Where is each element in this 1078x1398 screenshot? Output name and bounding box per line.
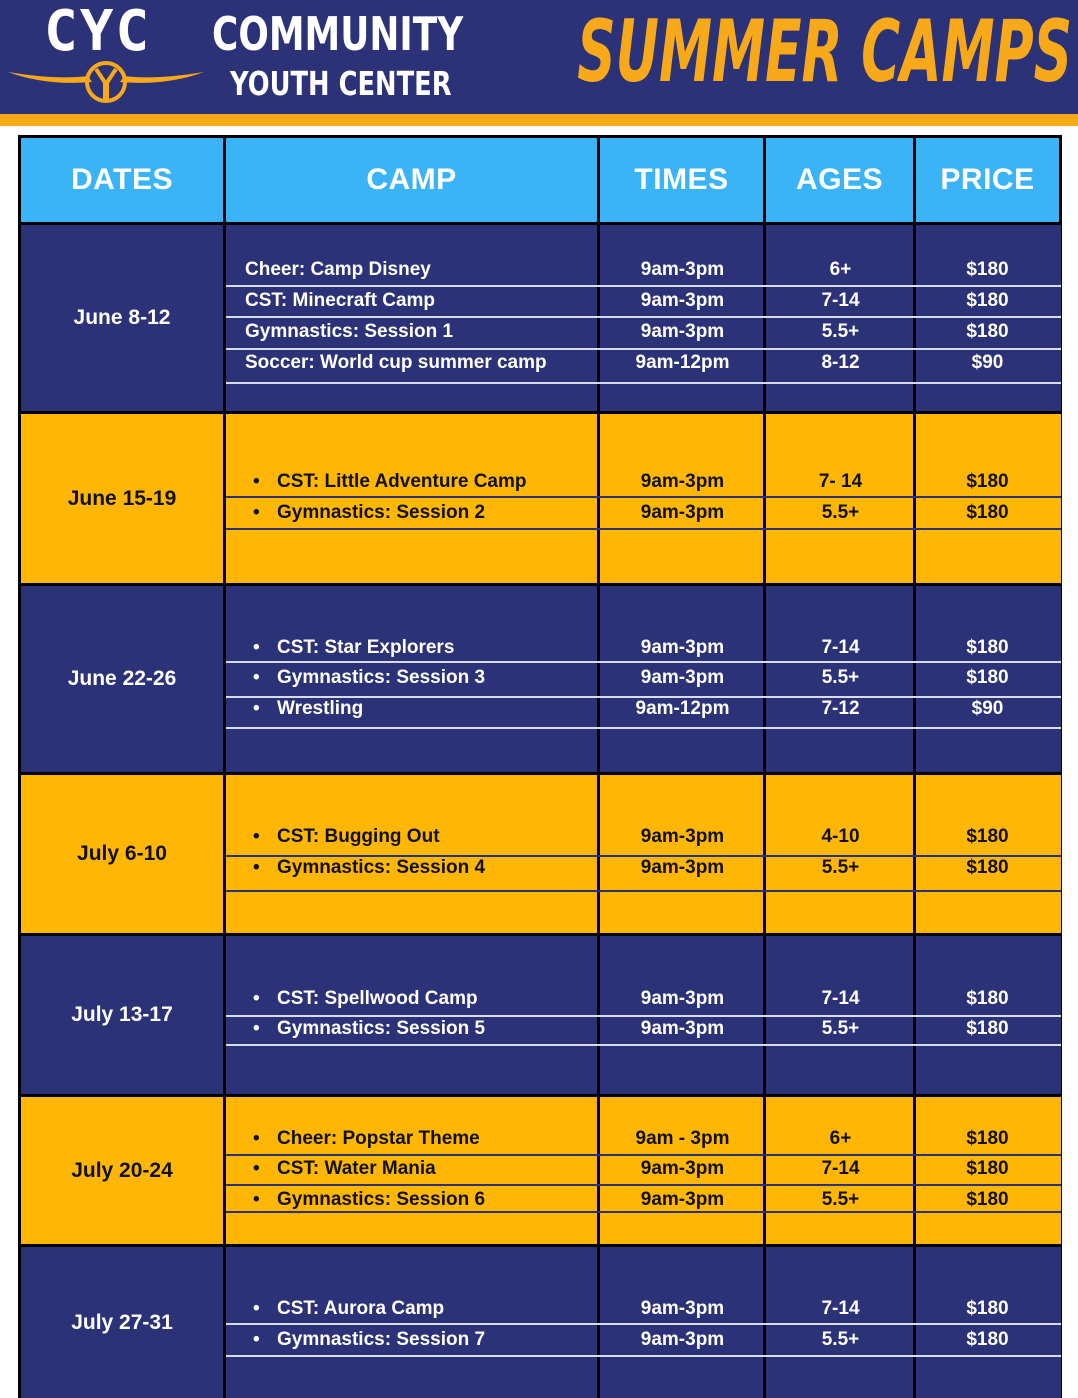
camp-time: 9am-3pm: [640, 502, 725, 523]
week-dates: June 8-12: [73, 306, 171, 329]
week-row: [21, 936, 1061, 1094]
column-divider: [597, 775, 600, 933]
camp-name: Cheer: Camp Disney: [245, 259, 431, 280]
camp-name-text: Cheer: Popstar Theme: [277, 1128, 480, 1149]
camp-price: $180: [966, 471, 1009, 492]
camp-name-text: CST: Star Explorers: [277, 637, 455, 658]
camp-name: [253, 1128, 480, 1150]
week-row: [21, 225, 1061, 411]
column-divider: [763, 775, 766, 933]
camp-price: $180: [966, 1329, 1009, 1350]
camp-name-text: Gymnastics: Session 2: [277, 502, 486, 523]
camp-time: 9am-3pm: [640, 1298, 725, 1319]
camp-time: 9am-12pm: [635, 698, 730, 719]
camp-name: [253, 502, 485, 524]
row-divider: [226, 382, 1061, 384]
camp-ages: 4-10: [821, 826, 860, 847]
camp-time: 9am-3pm: [640, 259, 725, 280]
row-divider: [226, 1015, 1061, 1017]
week-row: [21, 1097, 1061, 1244]
week-dates: July 27-31: [71, 1310, 173, 1334]
column-divider: [223, 414, 226, 583]
page-title: SUMMER CAMPS: [577, 2, 1072, 102]
column-divider: [763, 414, 766, 583]
column-divider: [223, 1097, 226, 1244]
camp-name: [253, 826, 440, 848]
camp-time: 9am-12pm: [635, 352, 730, 373]
camp-name-text: CST: Aurora Camp: [277, 1298, 445, 1319]
camp-ages: 7-14: [821, 290, 860, 311]
column-divider: [913, 414, 916, 583]
camp-time: 9am-3pm: [640, 471, 725, 492]
week-row: [21, 414, 1061, 583]
camp-name: CST: Minecraft Camp: [245, 290, 436, 311]
week-dates: July 13-17: [71, 1003, 173, 1026]
camp-ages: 7- 14: [818, 471, 863, 492]
camp-time: 9am-3pm: [640, 1158, 725, 1179]
camp-ages: 7-14: [821, 637, 860, 658]
camp-price: $180: [966, 502, 1009, 523]
column-header-camp: CAMP: [226, 138, 597, 222]
row-divider: [226, 727, 1061, 729]
week-row: [21, 1247, 1061, 1398]
camp-name-text: CST: Little Adventure Camp: [277, 471, 527, 492]
camp-name-text: Gymnastics: Session 7: [277, 1329, 486, 1350]
camp-price: $180: [966, 1128, 1009, 1149]
column-divider: [597, 414, 600, 583]
row-divider: [226, 348, 1061, 350]
week-dates: July 6-10: [77, 842, 167, 865]
row-divider: [226, 1323, 1061, 1325]
logo-wings-icon: [6, 56, 206, 106]
camp-price: $180: [966, 321, 1009, 342]
camp-price: $180: [966, 826, 1009, 847]
camp-name: [253, 988, 478, 1010]
column-header-dates: DATES: [21, 138, 223, 222]
row-divider: [226, 1211, 1061, 1213]
column-divider: [597, 586, 600, 772]
camp-name-text: CST: Bugging Out: [277, 826, 440, 847]
camp-price: $180: [966, 637, 1009, 658]
camp-ages: 5.5+: [821, 667, 860, 688]
row-divider: [226, 316, 1061, 318]
camp-price: $90: [971, 352, 1004, 373]
camp-ages: 5.5+: [821, 502, 860, 523]
camp-ages: 5.5+: [821, 1018, 860, 1039]
week-dates: June 15-19: [67, 486, 177, 510]
column-header-price: PRICE: [916, 138, 1059, 222]
column-divider: [913, 775, 916, 933]
camp-ages: 6+: [829, 1128, 852, 1149]
camp-time: 9am-3pm: [640, 1018, 725, 1039]
camp-ages: 7-12: [821, 698, 860, 719]
org-name-line2: YOUTH CENTER: [230, 64, 452, 103]
camp-time: 9am-3pm: [640, 857, 725, 878]
camp-ages: 5.5+: [821, 1329, 860, 1350]
camp-time: 9am-3pm: [640, 290, 725, 311]
week-row: [21, 775, 1061, 933]
camp-ages: 6+: [829, 259, 852, 280]
camp-price: $180: [966, 988, 1009, 1009]
camp-ages: 7-14: [821, 1298, 860, 1319]
week-dates: July 20-24: [71, 1158, 173, 1182]
row-divider: [226, 1184, 1061, 1186]
row-divider: [226, 1355, 1061, 1357]
camp-name: [253, 857, 485, 879]
camp-time: 9am-3pm: [640, 637, 725, 658]
camp-name: [253, 1018, 485, 1040]
row-divider: [226, 661, 1061, 663]
camp-name-text: Gymnastics: Session 5: [277, 1018, 486, 1039]
row-divider: [226, 496, 1061, 498]
camp-price: $180: [966, 1298, 1009, 1319]
header-accent-stripe: [0, 114, 1078, 126]
camp-ages: 7-14: [821, 1158, 860, 1179]
camp-name: [253, 1298, 444, 1320]
camp-name: [253, 471, 527, 493]
camp-time: 9am-3pm: [640, 321, 725, 342]
camp-price: $180: [966, 290, 1009, 311]
camp-schedule-table: [18, 135, 1062, 1398]
camp-price: $180: [966, 857, 1009, 878]
camp-name: [253, 637, 454, 659]
logo-text: CYC: [44, 0, 152, 64]
camp-price: $180: [966, 1189, 1009, 1210]
camp-ages: 7-14: [821, 988, 860, 1009]
row-divider: [226, 890, 1061, 892]
camp-name-text: Gymnastics: Session 4: [277, 857, 486, 878]
camp-name: [253, 698, 363, 720]
camp-price: $180: [966, 1018, 1009, 1039]
camp-price: $180: [966, 667, 1009, 688]
column-divider: [223, 775, 226, 933]
camp-name-text: Wrestling: [277, 698, 364, 719]
camp-name-text: CST: Water Mania: [277, 1158, 436, 1179]
row-divider: [226, 1044, 1061, 1046]
row-divider: [226, 528, 1061, 530]
camp-name-text: Gymnastics: Session 6: [277, 1189, 486, 1210]
camp-ages: 5.5+: [821, 1189, 860, 1210]
camp-name: [253, 1329, 485, 1351]
camp-time: 9am-3pm: [640, 988, 725, 1009]
camp-time: 9am - 3pm: [635, 1128, 730, 1149]
camp-time: 9am-3pm: [640, 1329, 725, 1350]
camp-price: $180: [966, 259, 1009, 280]
column-divider: [223, 586, 226, 772]
column-header-times: TIMES: [600, 138, 763, 222]
camp-name: Gymnastics: Session 1: [245, 321, 454, 342]
camp-time: 9am-3pm: [640, 667, 725, 688]
camp-ages: 5.5+: [821, 857, 860, 878]
week-dates: June 22-26: [67, 667, 177, 690]
camp-time: 9am-3pm: [640, 826, 725, 847]
column-divider: [597, 1097, 600, 1244]
row-divider: [226, 285, 1061, 287]
camp-name-text: Gymnastics: Session 3: [277, 667, 486, 688]
row-divider: [226, 1154, 1061, 1156]
week-row: [21, 586, 1061, 772]
camp-name: Soccer: World cup summer camp: [245, 352, 547, 373]
camp-ages: 5.5+: [821, 321, 860, 342]
camp-name: [253, 667, 485, 689]
camp-name: [253, 1158, 436, 1180]
camp-name: [253, 1189, 485, 1211]
page-header: [0, 0, 1078, 114]
org-name-line1: COMMUNITY: [212, 7, 464, 61]
camp-name-text: CST: Spellwood Camp: [277, 988, 478, 1009]
column-header-ages: AGES: [766, 138, 913, 222]
camp-ages: 8-12: [821, 352, 860, 373]
camp-price: $90: [971, 698, 1004, 719]
camp-time: 9am-3pm: [640, 1189, 725, 1210]
camp-price: $180: [966, 1158, 1009, 1179]
